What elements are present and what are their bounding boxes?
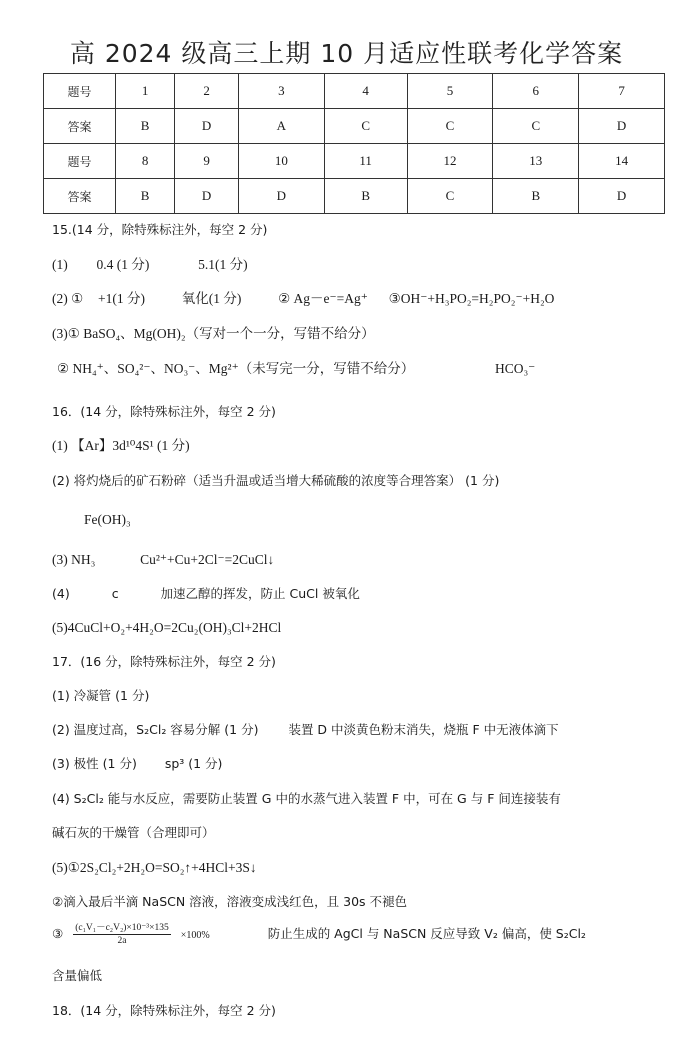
- q17-line-3: [52, 756, 222, 772]
- q16-line-5: [52, 586, 360, 602]
- answer-cell: C: [493, 109, 579, 144]
- question-number: 5: [407, 74, 493, 109]
- table-row: [44, 74, 665, 109]
- q15-part-label: (1): [52, 257, 68, 272]
- q16-answer-3a: (3) NH₃: [52, 552, 96, 567]
- q17-line-9: 含量偏低: [52, 968, 103, 983]
- q15-line-3: (3)① BaSO₄、Mg(OH)₂（写对一个一分，写错不给分）: [52, 326, 375, 341]
- answer-cell: D: [579, 109, 665, 144]
- q17-line-8: [52, 922, 586, 947]
- q15-line-1: [52, 257, 248, 273]
- q18-heading: 18．(14 分，除特殊标注外，每空 2 分): [52, 1003, 276, 1018]
- answer-cell: B: [493, 179, 579, 214]
- percent-factor: ×100%: [180, 930, 210, 941]
- row-header-answer: 答案: [44, 179, 116, 214]
- question-number: 12: [407, 144, 493, 179]
- answer-cell: B: [324, 179, 407, 214]
- answer-cell: D: [579, 179, 665, 214]
- q16-line-2: (2) 将灼烧后的矿石粉碎（适当升温或适当增大稀硫酸的浓度等合理答案） (1 分): [52, 473, 500, 488]
- fraction-numerator: (c₁V₁－c₂V₂)×10⁻³×135: [75, 923, 169, 933]
- answer-cell: C: [324, 109, 407, 144]
- q15-line-4: [57, 361, 535, 377]
- purity-fraction: [73, 922, 171, 947]
- question-number: 1: [116, 74, 175, 109]
- question-number: 3: [238, 74, 324, 109]
- q15-part-label: (2) ①: [52, 291, 84, 306]
- q15-answer-3c: HCO₃⁻: [494, 361, 536, 376]
- q15-answer-2c: ② Ag－e⁻=Ag⁺: [278, 291, 368, 306]
- q17-line-4: (4) S₂Cl₂ 能与水反应，需要防止装置 G 中的水蒸气进入装置 F 中，可在 G 与 F 间连接装有: [52, 791, 561, 806]
- question-number: 2: [175, 74, 239, 109]
- question-number: 4: [324, 74, 407, 109]
- row-header-question: 题号: [44, 74, 116, 109]
- q17-line-1: (1) 冷凝管 (1 分): [52, 688, 150, 703]
- q17-answer-3b: sp³ (1 分): [164, 756, 223, 771]
- q16-answer-3b: Cu²⁺+Cu+2Cl⁻=2CuCl↓: [140, 552, 275, 567]
- q15-answer-1b: 5.1(1 分): [198, 257, 248, 272]
- q16-line-1: (1) 【Ar】3d¹⁰4S¹ (1 分): [52, 438, 190, 453]
- answer-cell: D: [175, 179, 239, 214]
- q17-heading: 17．(16 分，除特殊标注外，每空 2 分): [52, 654, 276, 669]
- q16-heading: 16．(14 分，除特殊标注外，每空 2 分): [52, 404, 276, 419]
- row-header-question: 题号: [44, 144, 116, 179]
- table-row: [44, 109, 665, 144]
- table-row: [44, 179, 665, 214]
- q17-answer-2a: (2) 温度过高，S₂Cl₂ 容易分解 (1 分): [52, 722, 259, 737]
- q15-answer-2a: +1(1 分): [97, 291, 145, 306]
- q15-answer-3b: ② NH₄⁺、SO₄²⁻、NO₃⁻、Mg²⁺（未写完一分，写错不给分）: [57, 361, 415, 376]
- question-number: 11: [324, 144, 407, 179]
- question-number: 7: [579, 74, 665, 109]
- q15-answer-1a: 0.4 (1 分): [96, 257, 150, 272]
- fraction-denominator: 2a: [117, 936, 127, 946]
- q16-line-3: Fe(OH)₃: [84, 512, 131, 527]
- page-title: 高 2024 级高三上期 10 月适应性联考化学答案: [69, 39, 624, 68]
- q16-part-label: (4): [52, 586, 70, 601]
- answer-table: [43, 73, 665, 214]
- q17-line-5: 碱石灰的干燥管（合理即可）: [52, 825, 215, 840]
- answer-cell: D: [238, 179, 324, 214]
- question-number: 9: [175, 144, 239, 179]
- q16-answer-4a: c: [111, 586, 119, 601]
- q15-answer-2d: ③OH⁻+H₃PO₂=H₂PO₂⁻+H₂O: [388, 291, 555, 306]
- q16-line-4: [52, 552, 274, 568]
- q17-answer-3a: (3) 极性 (1 分): [52, 756, 137, 771]
- answer-cell: C: [407, 109, 493, 144]
- q16-line-6: (5)4CuCl+O₂+4H₂O=2Cu₂(OH)₃Cl+2HCl: [52, 620, 282, 635]
- question-number: 8: [116, 144, 175, 179]
- answer-cell: C: [407, 179, 493, 214]
- row-header-answer: 答案: [44, 109, 116, 144]
- q15-heading: 15.(14 分，除特殊标注外，每空 2 分): [52, 222, 268, 237]
- answer-cell: D: [175, 109, 239, 144]
- answer-cell: A: [238, 109, 324, 144]
- q15-answer-2b: 氧化(1 分): [181, 291, 242, 306]
- question-number: 6: [493, 74, 579, 109]
- q17-part-label: ③: [52, 926, 64, 941]
- q17-line-6: (5)①2S₂Cl₂+2H₂O=SO₂↑+4HCl+3S↓: [52, 860, 257, 875]
- q17-answer-2b: 装置 D 中淡黄色粉末消失，烧瓶 F 中无液体滴下: [288, 722, 559, 737]
- q17-answer-5c: 防止生成的 AgCl 与 NaSCN 反应导致 V₂ 偏高，使 S₂Cl₂: [267, 926, 586, 941]
- q15-line-2: [52, 291, 554, 307]
- q16-answer-4b: 加速乙醇的挥发，防止 CuCl 被氧化: [160, 586, 360, 601]
- table-row: [44, 144, 665, 179]
- q17-line-7: ②滴入最后半滴 NaSCN 溶液，溶液变成浅红色，且 30s 不褪色: [52, 894, 408, 909]
- question-number: 10: [238, 144, 324, 179]
- q17-line-2: [52, 722, 559, 738]
- question-number: 14: [579, 144, 665, 179]
- question-number: 13: [493, 144, 579, 179]
- answer-cell: B: [116, 109, 175, 144]
- answer-cell: B: [116, 179, 175, 214]
